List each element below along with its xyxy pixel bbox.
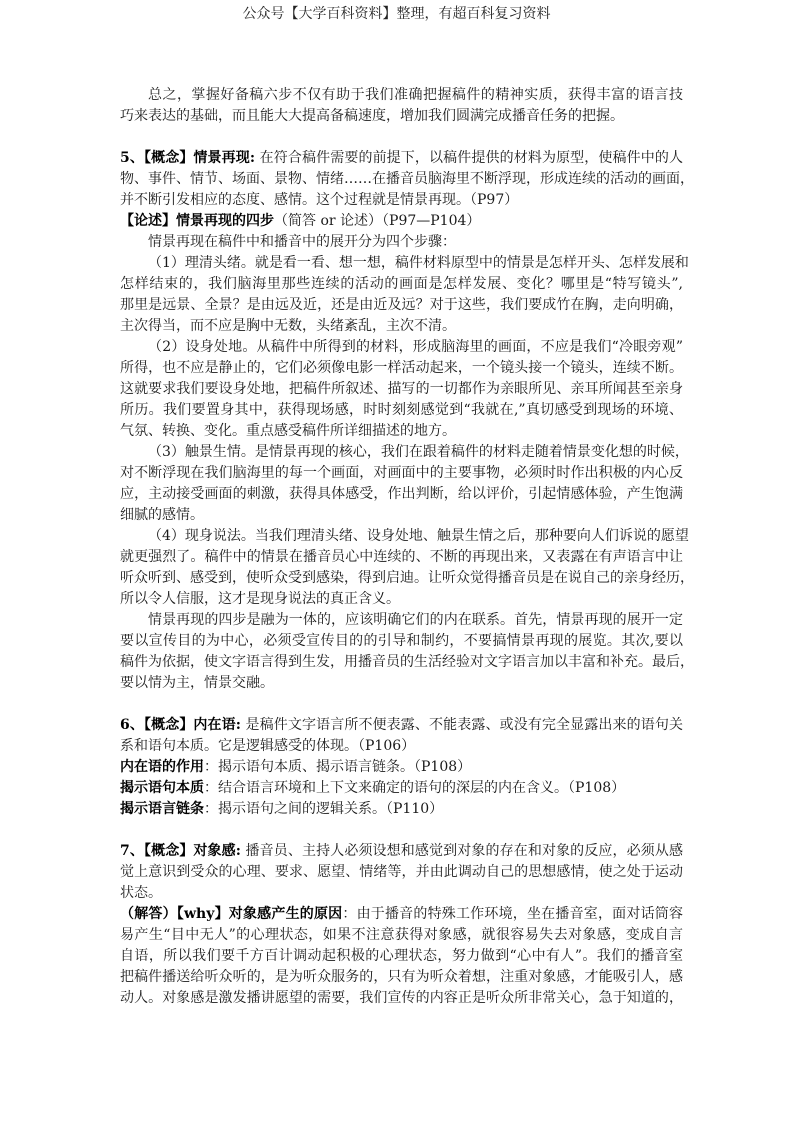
line-text: 所以令人信服，这才是现身说法的真正含义。 bbox=[120, 591, 400, 607]
text-line bbox=[120, 463, 683, 484]
line-text: 就更强烈了。稿件中的情景在播音员心中连续的、不断的再现出来，又表露在有声语言中让 bbox=[120, 549, 683, 565]
line-text: （1）理清头绪。就是看一看、想一想，稿件材料原型中的情景是怎样开头、怎样发展和 bbox=[148, 255, 689, 271]
line-text: 播音员、主持人必须设想和感觉到对象的存在和对象的反应，必须从感 bbox=[240, 843, 683, 859]
text-line bbox=[120, 211, 683, 232]
text-line bbox=[120, 400, 683, 421]
text-line bbox=[120, 673, 683, 694]
line-text: 是稿件文字语言所不便表露、不能表露、或没有完全显露出来的语句关 bbox=[240, 717, 683, 733]
line-text: 状态。 bbox=[120, 885, 162, 901]
line-text: ：揭示语句之间的逻辑关系。（P110） bbox=[204, 801, 444, 817]
bold-heading: 5、【概念】情景再现: bbox=[120, 150, 256, 166]
line-text: 对不断浮现在我们脑海里的每一个画面，对画面中的主要事物，必须时时作出积极的内心反 bbox=[120, 465, 683, 481]
text-line bbox=[120, 841, 683, 862]
line-text: 这就要求我们要设身处地，把稿件所叙述、描写的一切都作为亲眼所见、亲耳所闻甚至亲身 bbox=[120, 381, 683, 397]
bold-heading: 内在语的作用 bbox=[120, 759, 204, 775]
line-text: 系和语句本质。它是逻辑感受的体现。（P106） bbox=[120, 738, 416, 754]
line-text: 总之，掌握好备稿六步不仅有助于我们准确把握稿件的精神实质，获得丰富的语言技 bbox=[148, 87, 683, 103]
line-text: （简答 or 论述）（P97—P104） bbox=[274, 213, 481, 229]
line-text: 巧来表达的基础，而且能大大提高备稿速度，增加我们圆满完成播音任务的把握。 bbox=[120, 108, 624, 124]
text-line bbox=[120, 799, 683, 820]
line-text: 那里是远景、全景？是由远及近，还是由近及远？对于这些，我们要成竹在胸，走向明确， bbox=[120, 297, 683, 313]
line-text: 气氛、转换、变化。重点感受稿件所详细描述的地方。 bbox=[120, 423, 456, 439]
line-text: （2）设身处地。从稿件中所得到的材料，形成脑海里的画面，不应是我们“冷眼旁观” bbox=[148, 339, 683, 355]
document-section bbox=[120, 715, 683, 820]
text-line bbox=[120, 106, 683, 127]
text-line bbox=[120, 253, 689, 274]
text-line bbox=[120, 778, 683, 799]
text-line bbox=[120, 967, 683, 988]
bold-heading: 6、【概念】内在语: bbox=[120, 717, 241, 733]
text-line bbox=[120, 421, 683, 442]
line-text: 所历。我们要置身其中，获得现场感，时时刻刻感觉到“我就在,”真切感受到现场的环境、 bbox=[120, 402, 683, 418]
line-text: 所得，也不应是静止的，它们必须像电影一样活动起来，一个镜头接一个镜头，连续不断。 bbox=[120, 360, 683, 376]
page-header: 公众号【大学百科资料】整理，有超百科复习资料 bbox=[242, 6, 551, 22]
line-text: 听众听到、感受到，使听众受到感染，得到启迪。让听众觉得播音员是在说自己的亲身经历， bbox=[120, 570, 694, 586]
text-line bbox=[120, 925, 683, 946]
text-line bbox=[120, 862, 683, 883]
text-line bbox=[120, 736, 683, 757]
bold-heading: 揭示语言链条 bbox=[120, 801, 204, 817]
line-text: ：结合语言环境和上下文来确定的语句的深层的内在含义。（P108） bbox=[204, 780, 626, 796]
text-line bbox=[120, 715, 683, 736]
text-line bbox=[120, 274, 683, 295]
line-text: 要以宣传目的为中心，必须受宣传目的的引导和制约，不要搞情景再现的展览。其次,要以 bbox=[120, 633, 683, 649]
text-line bbox=[120, 379, 683, 400]
text-line bbox=[120, 610, 683, 631]
line-text: 要以情为主，情景交融。 bbox=[120, 675, 274, 691]
line-text: 易产生“目中无人”的心理状态，如果不注意获得对象感，就很容易失去对象感，变成自言 bbox=[120, 927, 683, 943]
text-line bbox=[120, 232, 683, 253]
document-body bbox=[120, 85, 694, 1030]
document-section bbox=[120, 148, 694, 694]
text-line bbox=[120, 85, 683, 106]
text-line bbox=[120, 337, 683, 358]
line-text: 主次得当，而不应是胸中无数，头绪紊乱，主次不清。 bbox=[120, 318, 456, 334]
text-line bbox=[120, 883, 683, 904]
line-text: 觉上意识到受众的心理、要求、愿望、情绪等，并由此调动自己的思想感情，使之处于运动 bbox=[120, 864, 683, 880]
text-line bbox=[120, 547, 683, 568]
text-line bbox=[120, 526, 689, 547]
line-text: 怎样结束的，我们脑海里那些连续的活动的画面是怎样发展、变化？哪里是“特写镜头”, bbox=[120, 276, 683, 292]
line-text: 把稿件播送给听众听的，是为听众服务的，只有为听众着想，注重对象感，才能吸引人，感 bbox=[120, 969, 683, 985]
text-line bbox=[120, 631, 683, 652]
text-line bbox=[120, 442, 689, 463]
line-text: ：揭示语句本质、揭示语言链条。（P108） bbox=[204, 759, 472, 775]
text-line bbox=[120, 946, 683, 967]
line-text: 情景再现在稿件中和播音中的展开分为四个步骤： bbox=[148, 234, 456, 250]
line-text: 应，主动接受画面的刺激，获得具体感受，作出判断，给以评价，引起情感体验，产生饱满 bbox=[120, 486, 683, 502]
text-line bbox=[120, 358, 683, 379]
line-text: 细腻的感情。 bbox=[120, 507, 204, 523]
bold-heading: 7、【概念】对象感: bbox=[120, 843, 241, 859]
line-text: 稿件为依据，使文字语言得到生发，用播音员的生活经验对文字语言加以丰富和补充。最后， bbox=[120, 654, 694, 670]
line-text: （3）触景生情。是情景再现的核心，我们在跟着稿件的材料走随着情景变化想的时候， bbox=[148, 444, 689, 460]
text-line bbox=[120, 652, 694, 673]
text-line bbox=[120, 757, 683, 778]
text-line bbox=[120, 589, 683, 610]
bold-heading: （解答）【why】对象感产生的原因 bbox=[120, 906, 343, 922]
line-text: 自语，所以我们要千方百计调动起积极的心理状态，努力做到“心中有人”。我们的播音室 bbox=[120, 948, 683, 964]
text-line bbox=[120, 568, 694, 589]
text-line bbox=[120, 148, 683, 169]
text-line bbox=[120, 169, 694, 190]
text-line bbox=[120, 316, 683, 337]
bold-heading: 【论述】情景再现的四步 bbox=[120, 213, 274, 229]
text-line bbox=[120, 295, 683, 316]
line-text: ：由于播音的特殊工作环境，坐在播音室，面对话筒容 bbox=[342, 906, 683, 922]
line-text: （4）现身说法。当我们理清头绪、设身处地、触景生情之后，那种要向人们诉说的愿望 bbox=[148, 528, 689, 544]
text-line bbox=[120, 484, 683, 505]
text-line bbox=[120, 190, 683, 211]
text-line bbox=[120, 988, 683, 1009]
document-section bbox=[120, 85, 683, 127]
text-line bbox=[120, 505, 683, 526]
document-section bbox=[120, 841, 683, 1009]
text-line bbox=[120, 904, 683, 925]
line-text: 并不断引发相应的态度、感情。这个过程就是情景再现。（P97） bbox=[120, 192, 519, 208]
line-text: 动人。对象感是激发播讲愿望的需要，我们宣传的内容正是听众所非常关心，急于知道的， bbox=[120, 990, 683, 1006]
line-text: 在符合稿件需要的前提下，以稿件提供的材料为原型，使稿件中的人 bbox=[255, 150, 683, 166]
line-text: 情景再现的四步是融为一体的，应该明确它们的内在联系。首先，情景再现的展开一定 bbox=[148, 612, 683, 628]
bold-heading: 揭示语句本质 bbox=[120, 780, 204, 796]
line-text: 物、事件、情节、场面、景物、情绪……在播音员脑海里不断浮现，形成连续的活动的画面， bbox=[120, 171, 694, 187]
